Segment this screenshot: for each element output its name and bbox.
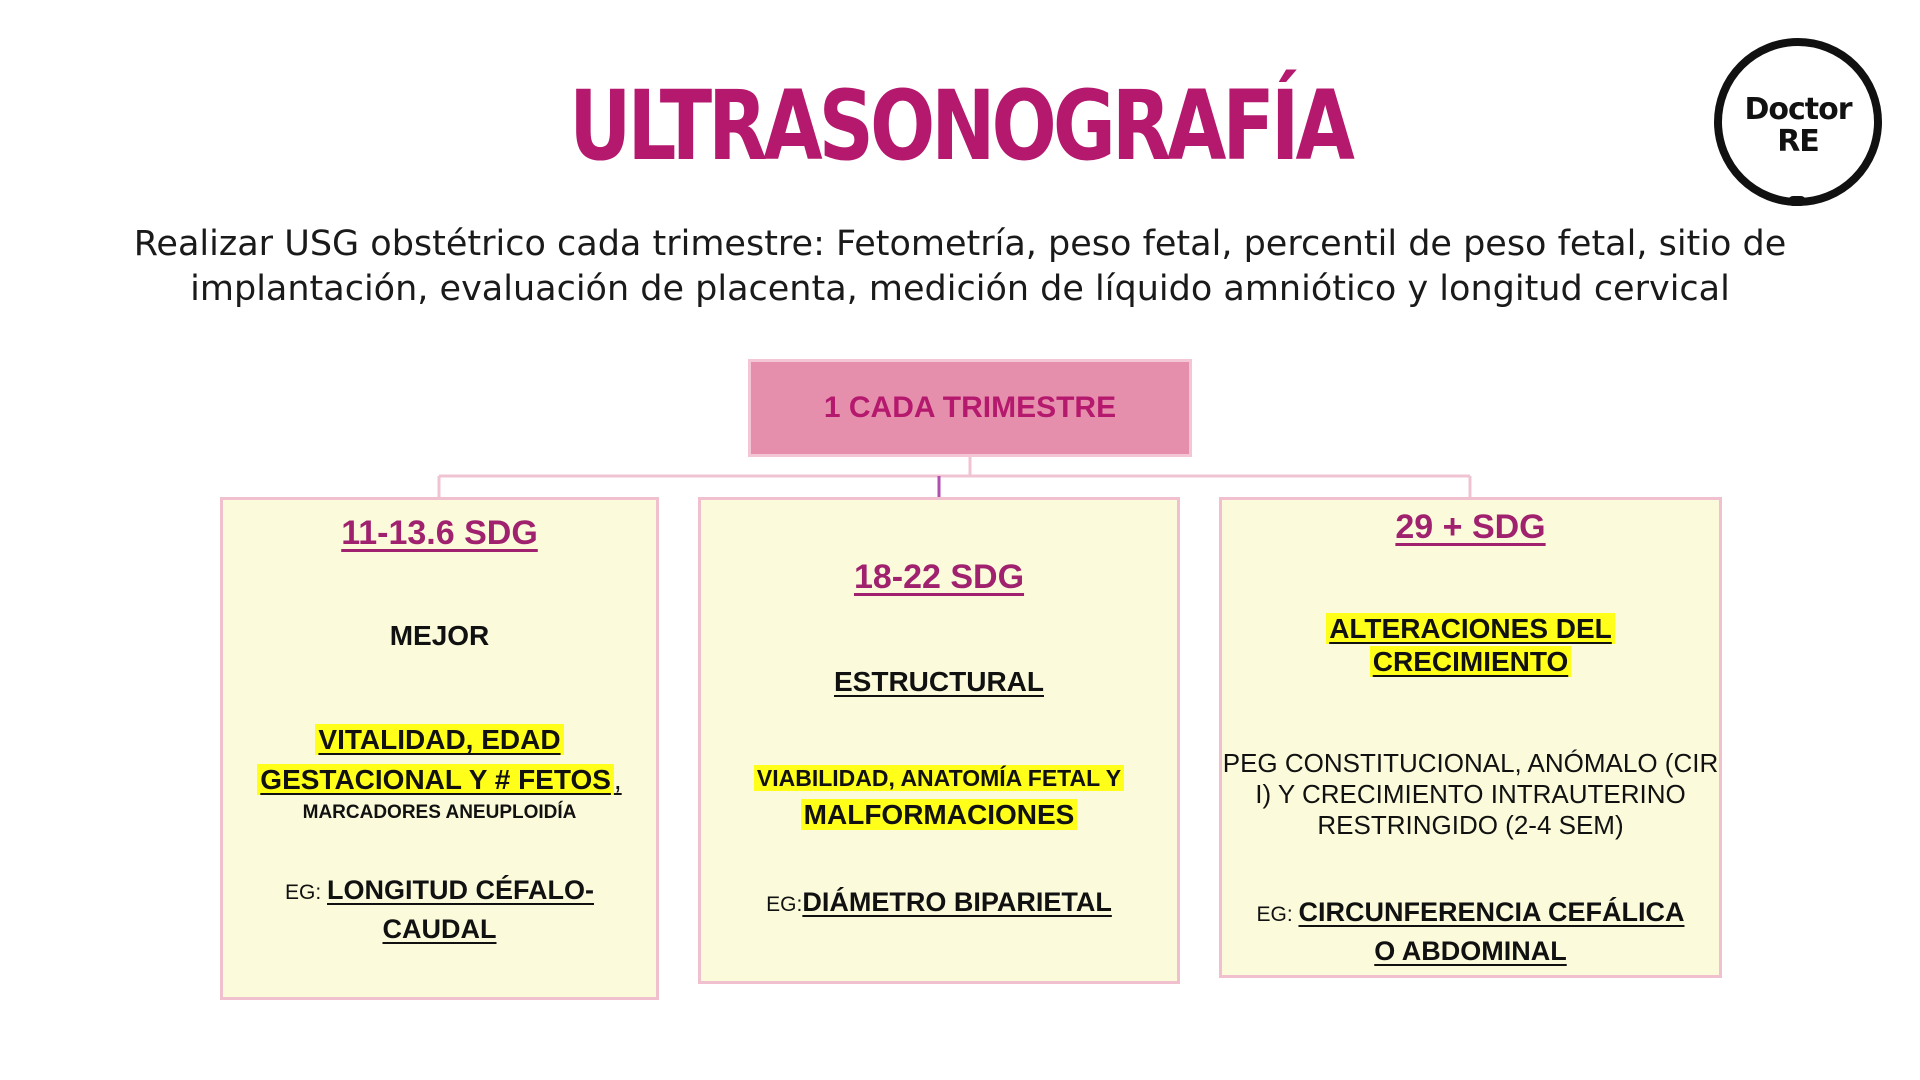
logo-line1: Doctor xyxy=(1744,92,1852,127)
eg-line1: DIÁMETRO BIPARIETAL xyxy=(802,887,1112,917)
box-subtitle: ESTRUCTURAL xyxy=(834,666,1044,697)
body-line3: RESTRINGIDO (2-4 SEM) xyxy=(1317,810,1624,840)
box-subtitle: MEJOR xyxy=(389,620,490,651)
intro-line2: implantación, evaluación de placenta, medición de líquido amniótico y longitud cervical xyxy=(190,269,1730,309)
body-line1: PEG CONSTITUCIONAL, ANÓMALO (CIR xyxy=(1222,748,1719,778)
highlight-line1: VITALIDAD, EDAD xyxy=(315,724,563,755)
eg-line2: O ABDOMINAL xyxy=(1374,936,1567,966)
body-line2: I) Y CRECIMIENTO INTRAUTERINO xyxy=(1255,779,1686,809)
eg-prefix: EG: xyxy=(285,881,328,904)
box-highlight xyxy=(223,720,656,800)
box-heading: 18-22 SDG xyxy=(853,558,1025,596)
highlight-line1: VIABILIDAD, ANATOMÍA FETAL Y xyxy=(754,765,1124,791)
box-heading: 11-13.6 SDG xyxy=(341,514,538,552)
box-example xyxy=(223,872,656,947)
page-title: ULTRASONOGRAFÍA xyxy=(569,70,1351,182)
box-example xyxy=(701,884,1177,923)
highlight-line2: CRECIMIENTO xyxy=(1370,646,1572,677)
box-example xyxy=(1222,894,1719,969)
eg-line2: CAUDAL xyxy=(382,914,497,944)
intro-line1: Realizar USG obstétrico cada trimestre: Fetometría, peso fetal, percentil de peso fetal, sitio de xyxy=(133,224,1787,264)
eg-prefix: EG: xyxy=(766,893,803,916)
root-node-label: 1 CADA TRIMESTRE xyxy=(823,391,1117,424)
box-body xyxy=(1222,748,1719,841)
eg-prefix: EG: xyxy=(1256,903,1299,926)
highlight-suffix: , xyxy=(613,764,622,795)
eg-line1: CIRCUNFERENCIA CEFÁLICA xyxy=(1298,897,1685,927)
box-second-trimester xyxy=(698,497,1180,984)
box-third-trimester xyxy=(1219,497,1722,978)
eg-line1: LONGITUD CÉFALO- xyxy=(327,875,594,905)
highlight-line2: GESTACIONAL Y # FETOS xyxy=(257,764,614,795)
box-heading: 29 + SDG xyxy=(1395,508,1546,546)
logo-line2: RE xyxy=(1777,124,1819,159)
highlight-line2: MALFORMACIONES xyxy=(801,799,1078,830)
box-highlight xyxy=(701,762,1177,837)
highlight-line1: ALTERACIONES DEL xyxy=(1326,613,1615,644)
box-first-trimester xyxy=(220,497,659,1000)
box-note: MARCADORES ANEUPLOIDÍA xyxy=(302,802,577,823)
box-highlight xyxy=(1222,612,1719,678)
